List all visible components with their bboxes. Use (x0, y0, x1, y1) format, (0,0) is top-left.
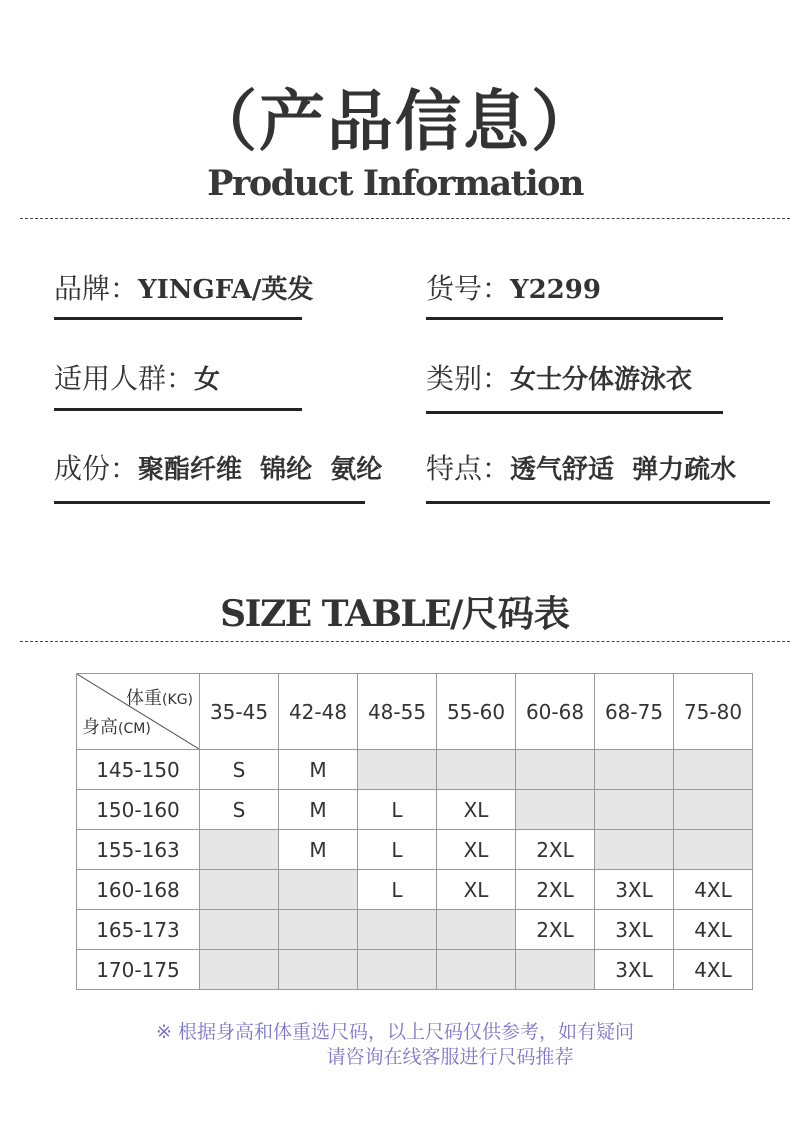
empty-size-cell (200, 830, 279, 870)
table-header-row (77, 674, 753, 750)
empty-size-cell (437, 950, 516, 990)
empty-size-cell (595, 750, 674, 790)
size-table-body (77, 750, 753, 990)
info-value: Y2299 (510, 275, 601, 305)
size-cell: XL (437, 790, 516, 830)
info-composition (54, 450, 382, 488)
size-cell: 4XL (674, 950, 753, 990)
size-cell: 3XL (595, 950, 674, 990)
empty-size-cell (674, 750, 753, 790)
info-value: 女 (194, 365, 221, 395)
size-cell: 4XL (674, 870, 753, 910)
size-title-en: SIZE TABLE/ (220, 593, 462, 635)
size-cell: XL (437, 870, 516, 910)
corner-cell (77, 674, 200, 750)
size-cell: L (358, 870, 437, 910)
info-value: YINGFA/英发 (138, 275, 314, 305)
underline (54, 501, 365, 504)
height-cell: 160-168 (77, 870, 200, 910)
info-audience (54, 360, 220, 398)
height-cell: 155-163 (77, 830, 200, 870)
height-cell: 145-150 (77, 750, 200, 790)
size-title-cn: 尺码表 (461, 594, 570, 635)
size-cell: 3XL (595, 870, 674, 910)
info-label: 类别： (426, 362, 511, 395)
underline (426, 317, 723, 320)
height-cell: 165-173 (77, 910, 200, 950)
empty-size-cell (595, 790, 674, 830)
empty-size-cell (279, 870, 358, 910)
empty-size-cell (279, 950, 358, 990)
weight-col-header: 75-80 (674, 674, 753, 750)
size-cell: 2XL (516, 870, 595, 910)
size-cell: S (200, 790, 279, 830)
underline (426, 411, 723, 414)
size-cell: M (279, 830, 358, 870)
table-row (77, 790, 753, 830)
size-cell: 4XL (674, 910, 753, 950)
empty-size-cell (358, 910, 437, 950)
info-label: 货号： (426, 272, 511, 305)
weight-col-header: 35-45 (200, 674, 279, 750)
empty-size-cell (674, 830, 753, 870)
info-item-number (426, 270, 601, 308)
page-title-cn: （产品信息） (191, 83, 599, 160)
table-row (77, 750, 753, 790)
size-table-title (0, 590, 790, 639)
weight-col-header: 68-75 (595, 674, 674, 750)
size-cell: S (200, 750, 279, 790)
underline (54, 408, 302, 411)
size-cell: M (279, 790, 358, 830)
info-label: 成份： (54, 452, 139, 485)
size-cell: 2XL (516, 830, 595, 870)
height-cell: 170-175 (77, 950, 200, 990)
empty-size-cell (200, 950, 279, 990)
info-brand (54, 270, 313, 308)
size-cell: XL (437, 830, 516, 870)
weight-col-header: 48-55 (358, 674, 437, 750)
height-cell: 150-160 (77, 790, 200, 830)
note-line-1: ※ 根据身高和体重选尺码，以上尺码仅供参考，如有疑问 (156, 1021, 634, 1043)
table-row (77, 950, 753, 990)
info-value: 女士分体游泳衣 (510, 365, 693, 395)
size-cell: L (358, 790, 437, 830)
size-cell: L (358, 830, 437, 870)
info-label: 特点： (426, 452, 511, 485)
empty-size-cell (200, 910, 279, 950)
empty-size-cell (279, 910, 358, 950)
page-title-en: Product Information (207, 163, 583, 204)
empty-size-cell (200, 870, 279, 910)
empty-size-cell (358, 950, 437, 990)
divider (20, 218, 790, 219)
info-category (426, 360, 692, 398)
underline (426, 501, 770, 504)
table-row (77, 870, 753, 910)
table-row (77, 910, 753, 950)
empty-size-cell (674, 790, 753, 830)
size-cell: 2XL (516, 910, 595, 950)
table-row (77, 830, 753, 870)
divider (20, 641, 790, 642)
size-cell: M (279, 750, 358, 790)
weight-col-header: 60-68 (516, 674, 595, 750)
weight-header: 体重(KG) (126, 688, 193, 709)
height-header: 身高(CM) (82, 717, 151, 738)
info-label: 适用人群： (54, 362, 195, 395)
empty-size-cell (516, 950, 595, 990)
info-value: 聚酯纤维 锦纶 氨纶 (138, 455, 383, 485)
info-features (426, 450, 736, 488)
empty-size-cell (595, 830, 674, 870)
size-note (0, 1020, 790, 1070)
empty-size-cell (437, 910, 516, 950)
info-value: 透气舒适 弹力疏水 (510, 455, 737, 485)
empty-size-cell (358, 750, 437, 790)
size-table (76, 673, 753, 990)
weight-col-header: 55-60 (437, 674, 516, 750)
empty-size-cell (516, 750, 595, 790)
note-line-2: 请咨询在线客服进行尺码推荐 (326, 1046, 574, 1068)
empty-size-cell (516, 790, 595, 830)
empty-size-cell (437, 750, 516, 790)
underline (54, 317, 302, 320)
size-cell: 3XL (595, 910, 674, 950)
weight-col-header: 42-48 (279, 674, 358, 750)
info-label: 品牌： (54, 272, 139, 305)
